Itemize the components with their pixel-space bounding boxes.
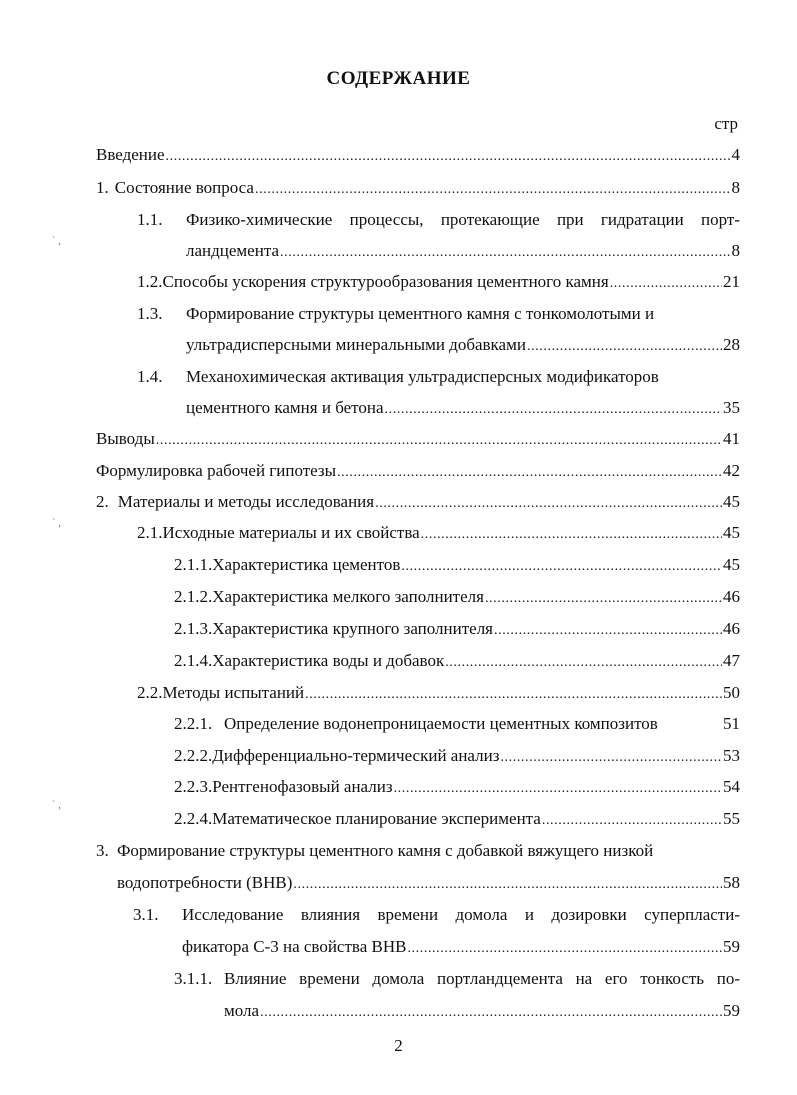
toc-entry-text: Математическое планирование эксперимента (212, 809, 541, 828)
dot-leader (401, 556, 722, 578)
toc-entry-text: Характеристика мелкого заполнителя (212, 587, 484, 606)
toc-entry-text: Исходные материалы и их свойства (162, 523, 420, 542)
toc-entry-1-1[interactable] (186, 240, 740, 264)
toc-entry-2-2-3[interactable] (174, 776, 740, 800)
toc-entry-3-1[interactable] (182, 936, 740, 960)
toc-entry-text-first-line[interactable]: Физико-химические процессы, протекающие при гидратации порт- (186, 210, 740, 229)
toc-entry-page: 21 (723, 272, 740, 291)
dot-leader (445, 652, 722, 674)
toc-entry-page: 54 (723, 777, 740, 796)
scan-speck: ` ‚ (52, 518, 62, 529)
toc-entry-chapter-1[interactable] (96, 177, 740, 201)
toc-entry-text: ультрадисперсными минеральными добавками (186, 335, 526, 354)
dot-leader (485, 588, 722, 610)
toc-entry-number: 1.3. (137, 304, 163, 323)
dot-leader (527, 336, 722, 358)
toc-entry-1-3[interactable] (186, 334, 740, 358)
toc-entry-conclusions[interactable] (96, 428, 740, 452)
toc-entry-page: 59 (723, 1001, 740, 1020)
dot-leader (166, 146, 731, 168)
toc-entry-page: 8 (731, 241, 740, 260)
dot-leader (280, 242, 730, 264)
toc-entry-page: 55 (723, 809, 740, 828)
toc-entry-1-2[interactable] (137, 271, 740, 295)
toc-entry-page: 28 (723, 335, 740, 354)
toc-entry-2-1-4[interactable] (174, 650, 740, 674)
dot-leader (385, 399, 722, 421)
dot-leader (542, 810, 722, 832)
toc-entry-number: 1.4. (137, 367, 163, 386)
toc-entry-text-first-line[interactable]: Влияние времени домола портландцемента на его тонкость по- (224, 969, 740, 988)
toc-entry-text: Характеристика воды и добавок (212, 651, 445, 670)
toc-entry-text: Характеристика крупного заполнителя (212, 619, 493, 638)
toc-entry-2-2-4[interactable] (174, 808, 740, 832)
toc-entry-2-2-2[interactable] (174, 745, 740, 769)
toc-entry-3-1-1[interactable] (224, 1000, 740, 1024)
toc-entry-2-1-1[interactable] (174, 554, 740, 578)
dot-leader (394, 778, 722, 800)
toc-entry-text-first-line[interactable]: Формирование структуры цементного камня с добавкой вяжущего низкой (117, 841, 654, 860)
toc-entry-text: Выводы (96, 429, 155, 448)
toc-entry-page: 59 (723, 937, 740, 956)
toc-entry-page: 35 (723, 398, 740, 417)
toc-entry-number: 2.2.1. (174, 714, 213, 733)
dot-leader (500, 747, 722, 769)
toc-entry-chapter-2[interactable] (96, 491, 740, 515)
toc-entry-number: 2.1.2. (174, 587, 213, 606)
toc-entry-number: 1.2. (137, 272, 163, 291)
toc-entry-number: 2. (96, 492, 109, 511)
dot-leader (255, 179, 731, 201)
toc-entry-text-first-line[interactable]: Механохимическая активация ультрадисперсных модификаторов (186, 367, 659, 386)
dot-leader (494, 620, 722, 642)
toc-entry-text: Материалы и методы исследования (117, 492, 375, 511)
toc-entry-number: 2.1.1. (174, 555, 213, 574)
toc-entry-2-2-1[interactable] (174, 713, 740, 735)
toc-entry-number: 2.2.3. (174, 777, 213, 796)
toc-entry-text: фикатора С-3 на свойства ВНВ (182, 937, 407, 956)
toc-entry-page: 4 (731, 145, 740, 164)
toc-entry-page: 45 (723, 492, 740, 511)
dot-leader (305, 684, 722, 706)
toc-entry-text: цементного камня и бетона (186, 398, 384, 417)
scan-speck: ' (192, 0, 194, 7)
toc-entry-page: 45 (723, 523, 740, 542)
toc-entry-chapter-3[interactable] (117, 872, 740, 896)
toc-entry-2-1[interactable] (137, 522, 740, 546)
toc-entry-2-1-3[interactable] (174, 618, 740, 642)
toc-entry-text: мола (224, 1001, 260, 1020)
toc-entry-number: 3. (96, 841, 109, 860)
dot-leader (260, 1002, 722, 1024)
toc-entry-page: 50 (723, 683, 740, 702)
page-title: СОДЕРЖАНИЕ (326, 68, 471, 89)
toc-entry-text-first-line[interactable]: Исследование влияния времени домола и дозировки суперпласти- (182, 905, 740, 924)
page-number: 2 (394, 1036, 403, 1055)
toc-entry-number: 2.2.4. (174, 809, 213, 828)
page-column-label: стр (714, 114, 738, 133)
dot-leader (610, 273, 722, 295)
toc-entry-page: 42 (723, 461, 740, 480)
dot-leader (337, 462, 722, 484)
toc-entry-text: Введение (96, 145, 165, 164)
dot-leader (407, 938, 722, 960)
scan-speck: ` ‚ (52, 800, 62, 811)
toc-entry-number: 2.2. (137, 683, 163, 702)
dot-leader (375, 493, 722, 515)
toc-entry-text: Рентгенофазовый анализ (212, 777, 393, 796)
toc-entry-page: 53 (723, 746, 740, 765)
toc-entry-page: 58 (723, 873, 740, 892)
toc-entry-text: водопотребности (ВНВ) (117, 873, 293, 892)
toc-entry-page: 41 (723, 429, 740, 448)
toc-entry-page: 46 (723, 587, 740, 606)
toc-entry-2-1-2[interactable] (174, 586, 740, 610)
toc-entry-2-2[interactable] (137, 682, 740, 706)
toc-entry-page: 8 (731, 178, 740, 197)
toc-entry-number: 1.1. (137, 210, 163, 229)
toc-entry-number: 3.1. (133, 905, 159, 924)
toc-entry-text: Определение водонепроницаемости цементных композитов (224, 714, 658, 733)
toc-entry-text: Дифференциально-термический анализ (212, 746, 500, 765)
scan-speck: ` ‚ (52, 236, 62, 247)
toc-entry-page: 46 (723, 619, 740, 638)
toc-entry-text: Характеристика цементов (212, 555, 401, 574)
dot-leader (156, 430, 722, 452)
toc-entry-number: 2.1.4. (174, 651, 213, 670)
toc-entry-page: 51 (723, 714, 740, 733)
toc-entry-page: 45 (723, 555, 740, 574)
toc-entry-text: Формулировка рабочей гипотезы (96, 461, 337, 480)
toc-entry-number: 2.1. (137, 523, 163, 542)
toc-entry-page: 47 (723, 651, 740, 670)
toc-entry-text-first-line[interactable]: Формирование структуры цементного камня с тонкомолотыми и (186, 304, 655, 323)
toc-entry-text: Состояние вопроса (114, 178, 254, 197)
toc-entry-text: Способы ускорения структурообразования цементного камня (162, 272, 609, 291)
dot-leader (293, 874, 722, 896)
toc-entry-number: 2.2.2. (174, 746, 213, 765)
toc-entry-hypothesis[interactable] (96, 460, 740, 484)
toc-entry-number: 2.1.3. (174, 619, 213, 638)
toc-entry-1-4[interactable] (186, 397, 740, 421)
toc-entry-introduction[interactable] (96, 144, 740, 168)
toc-entry-text: ландцемента (186, 241, 280, 260)
dot-leader (421, 524, 722, 546)
toc-entry-number: 1. (96, 178, 109, 197)
toc-entry-number: 3.1.1. (174, 969, 213, 988)
toc-entry-text: Методы испытаний (162, 683, 305, 702)
